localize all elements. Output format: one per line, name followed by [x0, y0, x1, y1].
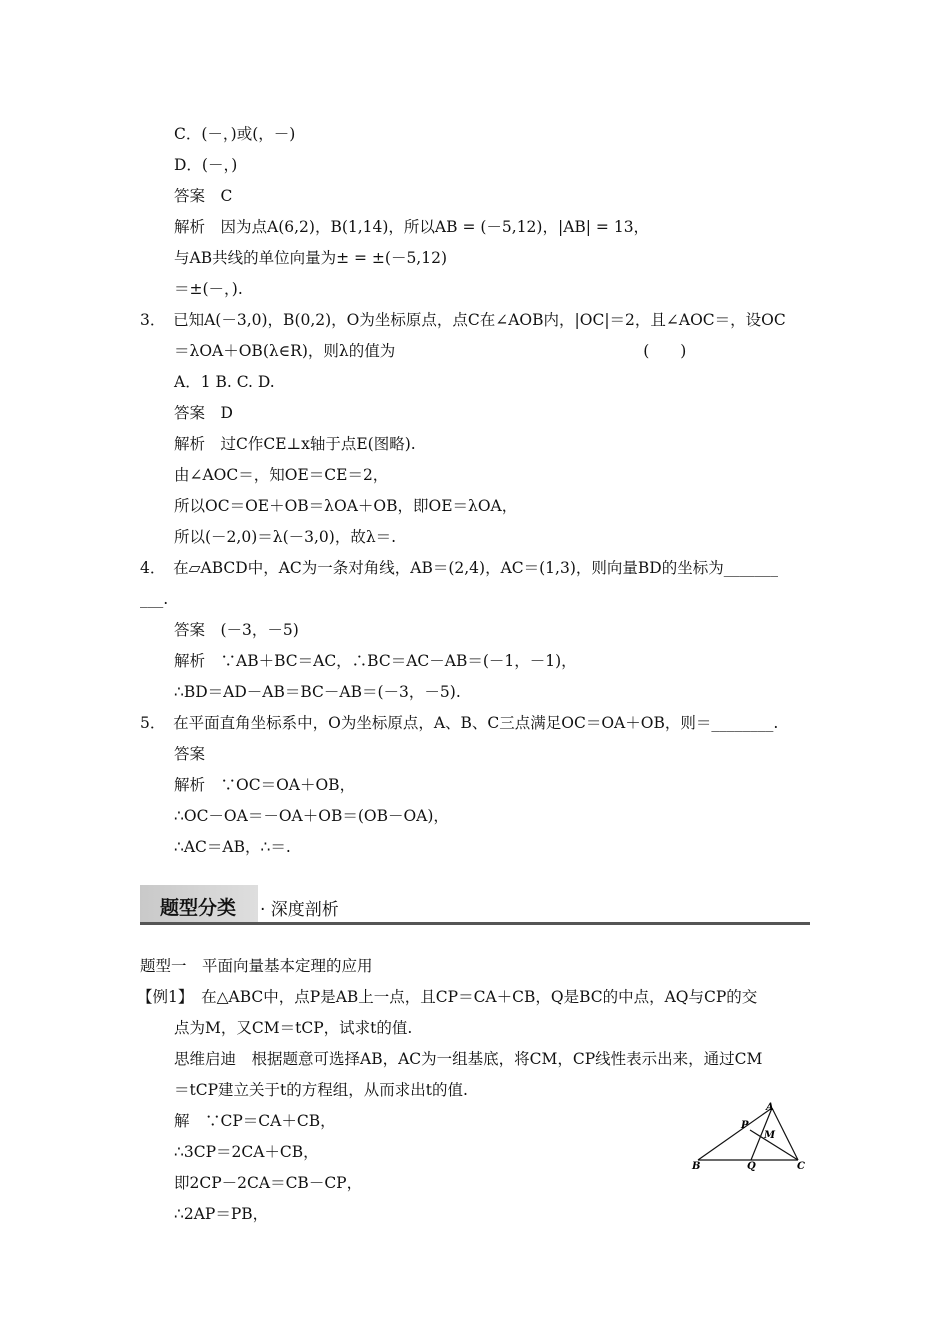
text-line: ＝±(－，). — [174, 280, 243, 298]
text-line: 3． 已知A(－3,0)，B(0,2)，O为坐标原点，点C在∠AOB内，|OC|＝2，且∠AOC＝，设OC — [140, 311, 786, 329]
text-line: 答案 (－3，－5) — [174, 621, 299, 639]
label-A: A — [766, 1102, 774, 1113]
banner-subtitle: · 深度剖析 — [260, 900, 339, 920]
text-line: 答案 D — [174, 404, 233, 422]
text-line: ∴AC＝AB，∴＝. — [174, 838, 291, 856]
text-line: 解析 ∵OC＝OA＋OB， — [174, 776, 356, 794]
section-banner — [140, 885, 810, 927]
text-line: 解析 过C作CE⊥x轴于点E(图略). — [174, 435, 416, 453]
text-line: 答案 — [174, 745, 206, 763]
banner-rule — [140, 922, 810, 925]
label-Q: Q — [747, 1161, 756, 1172]
text-line: ＝tCP建立关于t的方程组，从而求出t的值. — [174, 1081, 468, 1099]
text-line: C．(－，)或(，－) — [174, 125, 296, 143]
text-line: 思维启迪 根据题意可选择AB，AC为一组基底，将CM，CP线性表示出来，通过CM — [174, 1050, 763, 1068]
label-M: M — [764, 1130, 776, 1141]
text-line: ∴3CP＝2CA＋CB， — [174, 1143, 319, 1161]
text-line: 【例1】 在△ABC中，点P是AB上一点，且CP＝CA＋CB，Q是BC的中点，AQ与CP的交 — [137, 988, 758, 1006]
text-line: 所以OC＝OE＋OB＝λOA＋OB，即OE＝λOA， — [174, 497, 518, 515]
text-line: 由∠AOC＝，知OE＝CE＝2， — [174, 466, 389, 484]
text-line: 答案 C — [174, 187, 233, 205]
text-line: 即2CP－2CA＝CB－CP， — [174, 1174, 363, 1192]
banner-title: 题型分类 — [160, 897, 237, 919]
text-line: 解 ∵CP＝CA＋CB， — [174, 1112, 336, 1130]
text-line: ∴BD＝AD－AB＝BC－AB＝(－3，－5). — [174, 683, 461, 701]
text-line: ＝λOA＋OB(λ∈R)，则λ的值为 ( ) — [174, 342, 687, 360]
label-C: C — [797, 1161, 805, 1172]
text-line: ___. — [140, 590, 169, 608]
text-line: D．(－，) — [174, 156, 238, 174]
text-line: 题型一 平面向量基本定理的应用 — [140, 957, 373, 975]
text-line: 5． 在平面直角坐标系中，O为坐标原点，A、B、C三点满足OC＝OA＋OB，则＝________. — [140, 714, 779, 732]
text-line: 点为M，又CM＝tCP，试求t的值. — [174, 1019, 413, 1037]
text-line: 所以(－2,0)＝λ(－3,0)，故λ＝. — [174, 528, 397, 546]
text-line: ∴OC－OA＝－OA＋OB＝(OB－OA)， — [174, 807, 449, 825]
text-line: A．1 B. C. D. — [174, 373, 275, 391]
text-line: 与AB共线的单位向量为± = ±(－5,12) — [174, 249, 448, 267]
text-line: 解析 因为点A(6,2)，B(1,14)，所以AB = (－5,12)，|AB| = 13， — [174, 218, 650, 236]
triangle-figure — [688, 1098, 813, 1178]
text-line: ∴2AP＝PB， — [174, 1205, 269, 1223]
label-P: P — [741, 1120, 749, 1131]
label-B: B — [692, 1161, 701, 1172]
text-line: 4． 在▱ABCD中，AC为一条对角线，AB＝(2,4)，AC＝(1,3)，则向量BD的坐标为_______ — [140, 559, 778, 577]
text-line: 解析 ∵AB＋BC＝AC，∴BC＝AC－AB＝(－1，－1)， — [174, 652, 577, 670]
